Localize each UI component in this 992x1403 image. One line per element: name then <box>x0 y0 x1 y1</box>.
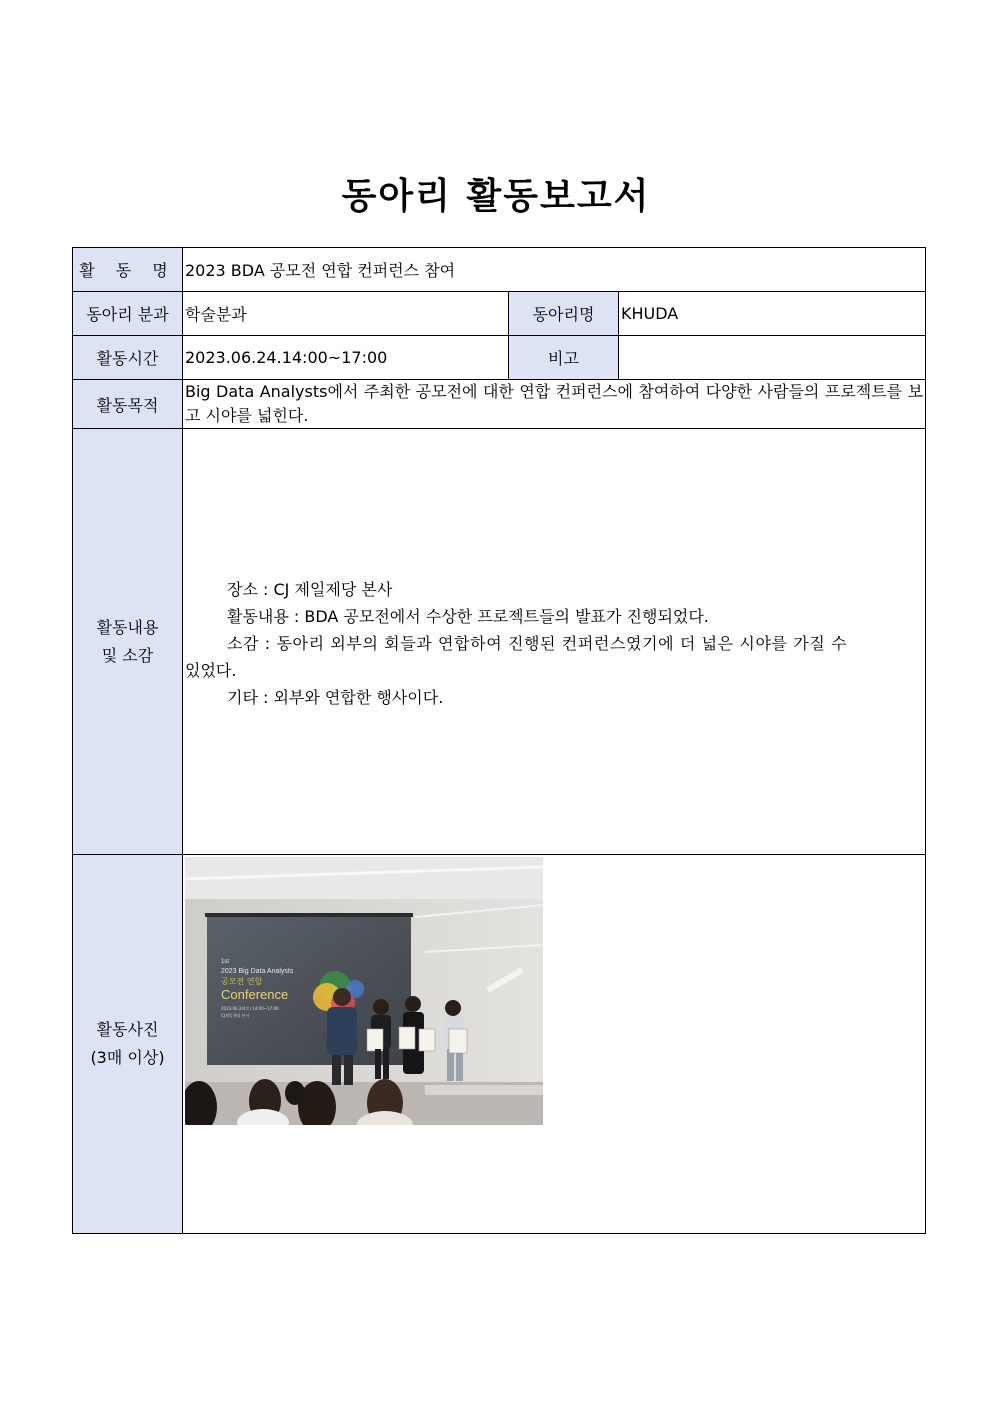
value-purpose: Big Data Analysts에서 주최한 공모전에 대한 연합 컨퍼런스에 참여하여 다양한 사람들의 프로젝트를 보고 시야를 넓힌다. <box>183 380 926 429</box>
label-content-line2: 및 소감 <box>101 645 154 665</box>
label-content-line1: 활동내용 <box>96 617 159 637</box>
content-impression-cont: 있었다. <box>185 661 237 680</box>
photo-area <box>183 855 926 1234</box>
activity-photo-image <box>185 857 543 1125</box>
report-table <box>72 247 926 1234</box>
label-content <box>73 429 183 855</box>
label-photos <box>73 855 183 1234</box>
label-time: 활동시간 <box>73 336 183 380</box>
content-place: 장소 : CJ 제일제당 본사 <box>227 580 393 599</box>
value-activity-name: 2023 BDA 공모전 연합 컨퍼런스 참여 <box>183 248 926 292</box>
label-photos-line2: (3매 이상) <box>90 1048 165 1067</box>
label-club-name: 동아리명 <box>509 292 619 336</box>
row-photos <box>73 855 926 1234</box>
screen-text-3: 공모전 연합 <box>221 977 263 986</box>
screen-text-4: Conference <box>221 987 289 1002</box>
value-remarks <box>619 336 926 380</box>
label-photos-line1: 활동사진 <box>96 1020 159 1039</box>
screen-text-5: 2023.06.24(토) 14:00~17:00 <box>221 1006 279 1011</box>
value-content <box>183 429 926 855</box>
row-activity-name <box>73 248 926 292</box>
value-category: 학술분과 <box>183 292 509 336</box>
value-time: 2023.06.24.14:00~17:00 <box>183 336 509 380</box>
label-category: 동아리 분과 <box>73 292 183 336</box>
content-etc: 기타 : 외부와 연합한 행사이다. <box>227 688 444 707</box>
activity-photo <box>185 857 543 1125</box>
document-title: 동아리 활동보고서 <box>341 176 651 217</box>
value-club-name: KHUDA <box>619 292 926 336</box>
label-purpose: 활동목적 <box>73 380 183 429</box>
content-impression: 소감 : 동아리 외부의 회들과 연합하여 진행된 컨퍼런스였기에 더 넓은 시야를 가질 수 <box>227 634 848 653</box>
screen-text-1: 1st <box>221 959 230 965</box>
row-category <box>73 292 926 336</box>
row-purpose <box>73 380 926 429</box>
row-time <box>73 336 926 380</box>
screen-text-2: 2023 Big Data Analysts <box>221 968 294 975</box>
screen-text-6: CJ제일제당 본사 <box>221 1013 250 1018</box>
label-remarks: 비고 <box>509 336 619 380</box>
content-details: 활동내용 : BDA 공모전에서 수상한 프로젝트들의 발표가 진행되었다. <box>227 607 709 626</box>
label-activity-name: 활 동 명 <box>73 248 183 292</box>
row-content <box>73 429 926 855</box>
